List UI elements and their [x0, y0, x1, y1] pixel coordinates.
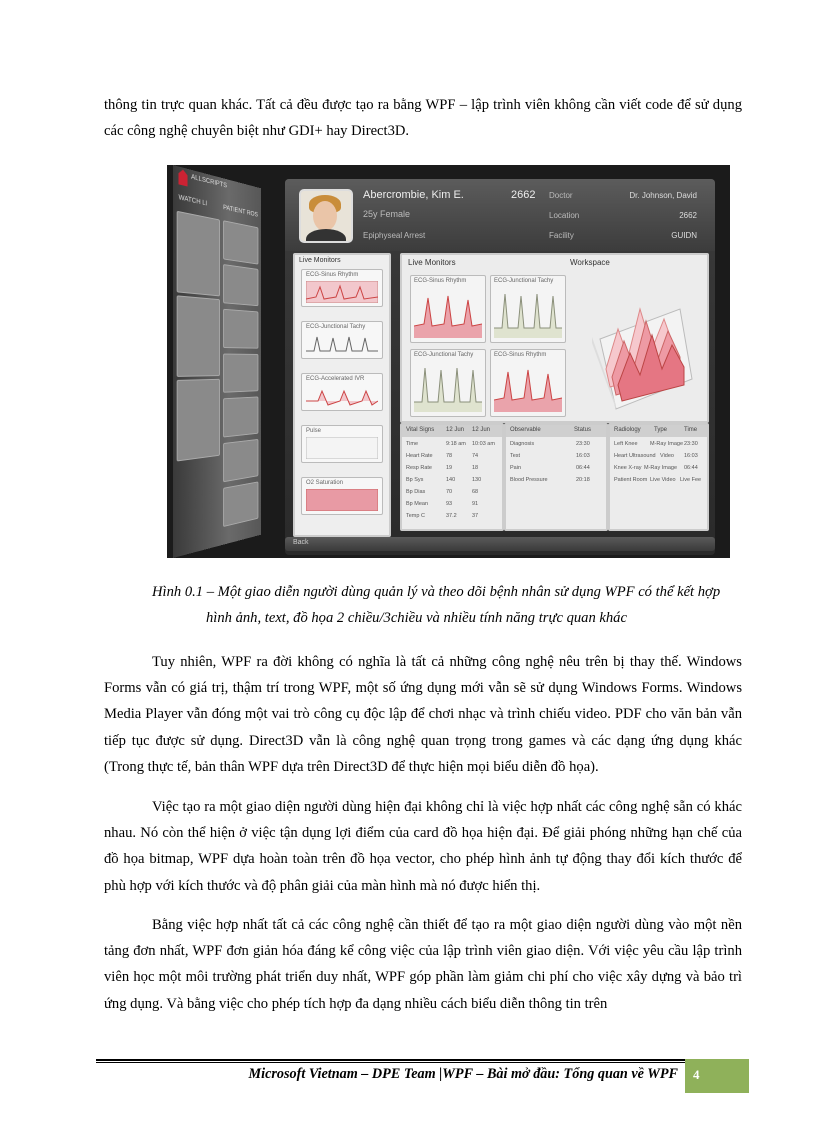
patient-card[interactable]: [223, 481, 258, 527]
caption-line-2: hình ảnh, text, đồ họa 2 chiều/3chiều và nhiều tính năng trực quan khác: [206, 610, 627, 626]
table-row[interactable]: Time 9:18 am 10:03 am: [406, 441, 495, 447]
monitor-label: ECG-Accelerated IVR: [306, 376, 365, 382]
patient-roster-label: PATIENT ROS: [223, 204, 258, 219]
patient-avatar: [299, 189, 353, 243]
ecg-label: ECG-Junctional Tachy: [414, 352, 474, 358]
patient-age-sex: 25y Female: [363, 209, 411, 219]
patient-list-panel: [173, 165, 261, 558]
ecg-label: ECG-Junctional Tachy: [494, 278, 554, 284]
patient-header: [285, 179, 715, 251]
paragraph-windows-forms: Tuy nhiên, WPF ra đời không có nghĩa là tất cả những công nghệ nêu trên bị thay thế. Windows Forms vẫn có giá trị, thậm trí trong WPF, một số ứng dụng mới vẫn sẽ sử dụng Windows Forms. Windows Media Player vẫn đóng một vai trò công cụ độc lập để chơi nhạc và trình chiếu video. PDF cho văn bản vẫn tiếp tục được sử dụng. Direct3D vẫn là công nghệ quan trọng trong games và các dạng ứng dụng khác (Trong thực tế, bản thân WPF dựa trên Direct3D để thực hiện mọi biểu diễn đồ họa).: [104, 654, 742, 775]
patient-card[interactable]: [177, 379, 220, 462]
field-key: Doctor: [549, 191, 573, 200]
patient-card[interactable]: [223, 309, 258, 349]
ecg-panel[interactable]: [410, 349, 486, 417]
live-title: Live Monitors: [408, 258, 456, 267]
ecg-panel[interactable]: [410, 275, 486, 343]
ecg-panel[interactable]: [490, 349, 566, 417]
left-panel-title: ALLSCRIPTS: [191, 173, 227, 190]
patient-card[interactable]: [177, 211, 220, 297]
monitor-tile[interactable]: [301, 373, 383, 411]
table-row[interactable]: Temp C 37.2 37: [406, 513, 479, 519]
paragraph-modern-ui: Việc tạo ra một giao diện người dùng hiện đại không chỉ là việc hợp nhất các công nghệ sẵn có khác nhau. Nó còn thể hiện ở việc tận dụng lợi điểm của card đồ họa hiện đại. Để giải phóng những hạn chế của đồ họa bitmap, WPF dựa hoàn toàn trên đồ họa vector, cho phép hình ảnh tự động thay đổi kích thước để phù hợp với kích thước và độ phân giải của màn hình mà nó được hiển thị.: [104, 799, 742, 894]
table-header: Radiology: [614, 427, 641, 433]
caption-line-1: Hình 0.1 – Một giao diễn người dùng quản lý và theo dõi bệnh nhân sử dụng WPF có thể kết hợp: [152, 584, 721, 600]
vital-signs-table: [400, 423, 504, 531]
table-header: Type: [654, 427, 668, 433]
watch-list-label: WATCH LI: [178, 194, 208, 208]
table-header: Time: [684, 427, 698, 433]
patient-card[interactable]: [223, 264, 258, 306]
patient-diagnosis: Epiphyseal Arrest: [363, 231, 426, 240]
patient-card[interactable]: [177, 295, 220, 377]
monitor-label: ECG-Sinus Rhythm: [306, 272, 359, 278]
table-header: Status: [574, 427, 592, 433]
monitor-tile[interactable]: [301, 477, 383, 515]
table-row[interactable]: Bp Sys 140 130: [406, 477, 482, 483]
table-row[interactable]: Patient Room Live Video Live Fee: [614, 477, 702, 483]
table-header: Vital Signs: [406, 427, 435, 433]
ecg-label: ECG-Sinus Rhythm: [494, 352, 547, 358]
monitor-tile[interactable]: [301, 269, 383, 307]
table-row[interactable]: Blood Pressure 20:18: [510, 477, 590, 483]
live-monitors-panel: [400, 253, 709, 423]
table-row[interactable]: Knee X-ray M-Ray Image 06:44: [614, 465, 698, 471]
workspace-3d-chart[interactable]: [570, 269, 702, 417]
table-row[interactable]: Diagnosis 23:30: [510, 441, 590, 447]
monitor-label: ECG-Junctional Tachy: [306, 324, 366, 330]
monitor-tile[interactable]: [301, 321, 383, 359]
footer-rule: [96, 1059, 685, 1061]
monitor-label: O2 Saturation: [306, 480, 344, 486]
table-row[interactable]: Left Knee M-Ray Image 23:30: [614, 441, 698, 447]
ecg-panel[interactable]: [490, 275, 566, 343]
patient-id: 2662: [511, 189, 536, 201]
page-number: 4: [693, 1067, 700, 1082]
patient-card[interactable]: [223, 439, 258, 482]
patient-card[interactable]: [223, 220, 258, 264]
field-value: Dr. Johnson, David: [629, 191, 697, 200]
footer-title: Microsoft Vietnam – DPE Team |WPF – Bài mở đầu: Tổng quan về WPF: [248, 1066, 678, 1082]
table-row[interactable]: Test 16:03: [510, 453, 590, 459]
field-value: 2662: [679, 211, 697, 220]
allscripts-logo-icon: [179, 168, 188, 186]
wpf-screenshot-figure: [167, 165, 730, 558]
table-header: 12 Jun: [472, 427, 491, 433]
table-header: Observable: [510, 427, 541, 433]
table-row[interactable]: Resp Rate 19 18: [406, 465, 479, 471]
monitor-tile[interactable]: [301, 425, 383, 463]
radiology-table: [608, 423, 709, 531]
field-value: GUIDN: [671, 231, 697, 240]
table-row[interactable]: Heart Rate 78 74: [406, 453, 479, 459]
paragraph-unified-platform: Bằng việc hợp nhất tất cả các công nghệ cần thiết để tạo ra một giao diện người dùng vào một nền tảng đơn nhất, WPF đơn giản hóa đáng kể công việc của lập trình viên giao diện. Với việc yêu cầu lập trình viên học một môi trường phát triển duy nhất, WPF góp phần làm giảm chi phí cho việc xây dựng và bảo trì ứng dụng. Và bằng việc cho phép tích hợp đa dạng nhiều cách biểu diễn thông tin trên: [104, 917, 742, 1012]
table-row[interactable]: Heart Ultrasound Video 16:03: [614, 453, 698, 459]
patient-detail-window: [285, 179, 715, 555]
intro-paragraph: thông tin trực quan khác. Tất cả đều được tạo ra bằng WPF – lập trình viên không cần viết code để sử dụng các công nghệ chuyên biệt như GDI+ hay Direct3D.: [104, 97, 742, 140]
table-row[interactable]: Pain 06:44: [510, 465, 590, 471]
monitor-label: Pulse: [306, 428, 322, 434]
table-header: 12 Jun: [446, 427, 465, 433]
patient-card[interactable]: [223, 354, 258, 393]
patient-name: Abercrombie, Kim E.: [363, 189, 464, 201]
page-number-badge: [685, 1059, 749, 1093]
back-button[interactable]: Back: [285, 537, 715, 551]
ecg-label: ECG-Sinus Rhythm: [414, 278, 467, 284]
monitors-title: Live Monitors: [299, 257, 341, 264]
field-key: Facility: [549, 231, 574, 240]
table-row[interactable]: Bp Dias 70 68: [406, 489, 479, 495]
table-row[interactable]: Bp Mean 93 91: [406, 501, 479, 507]
live-monitors-sidebar: [293, 253, 391, 537]
footer-rule-thin: [96, 1062, 685, 1063]
workspace-title: Workspace: [570, 258, 610, 267]
field-key: Location: [549, 211, 580, 220]
figure-caption: [104, 579, 742, 631]
observations-table: [504, 423, 608, 531]
patient-card[interactable]: [223, 396, 258, 437]
